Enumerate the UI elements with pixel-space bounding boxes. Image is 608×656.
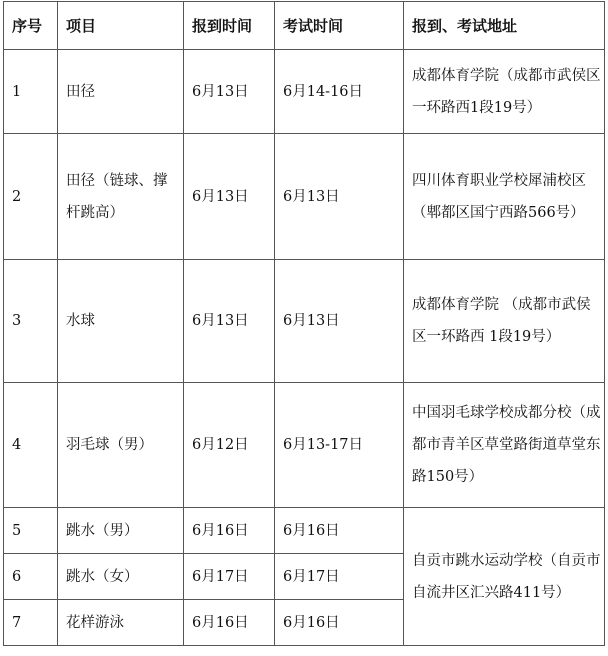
table-row [4,383,605,508]
cell-item: 跳水（男） [58,508,184,554]
table-row [4,134,605,260]
table-row [4,50,605,134]
cell-address: 成都体育学院 （成都市武侯区一环路西 1段19号） [404,260,605,383]
cell-no: 1 [4,50,58,134]
cell-item: 花样游泳 [58,600,184,646]
header-exam-time: 考试时间 [275,2,404,50]
cell-item: 跳水（女） [58,554,184,600]
cell-no: 2 [4,134,58,260]
cell-exam-time: 6月13日 [275,134,404,260]
table-row [4,508,605,554]
cell-no: 5 [4,508,58,554]
cell-no: 6 [4,554,58,600]
cell-report-time: 6月16日 [184,508,275,554]
exam-schedule-table [3,1,605,646]
cell-item: 水球 [58,260,184,383]
cell-exam-time: 6月14-16日 [275,50,404,134]
cell-exam-time: 6月17日 [275,554,404,600]
cell-address: 四川体育职业学校犀浦校区（郫都区国宁西路566号） [404,134,605,260]
header-item: 项目 [58,2,184,50]
cell-exam-time: 6月13-17日 [275,383,404,508]
cell-address: 自贡市跳水运动学校（自贡市自流井区汇兴路411号） [404,508,605,646]
header-address: 报到、考试地址 [404,2,605,50]
cell-item: 田径 [58,50,184,134]
cell-item: 羽毛球（男） [58,383,184,508]
cell-report-time: 6月17日 [184,554,275,600]
header-row [4,2,605,50]
cell-exam-time: 6月16日 [275,508,404,554]
cell-item: 田径（链球、撑杆跳高） [58,134,184,260]
cell-no: 4 [4,383,58,508]
header-no: 序号 [4,2,58,50]
cell-exam-time: 6月13日 [275,260,404,383]
cell-report-time: 6月13日 [184,50,275,134]
table-row [4,260,605,383]
cell-address: 中国羽毛球学校成都分校（成都市青羊区草堂路街道草堂东路150号） [404,383,605,508]
cell-no: 7 [4,600,58,646]
cell-exam-time: 6月16日 [275,600,404,646]
cell-report-time: 6月12日 [184,383,275,508]
cell-address: 成都体育学院（成都市武侯区一环路西1段19号） [404,50,605,134]
cell-report-time: 6月13日 [184,134,275,260]
cell-report-time: 6月13日 [184,260,275,383]
cell-report-time: 6月16日 [184,600,275,646]
cell-no: 3 [4,260,58,383]
header-report-time: 报到时间 [184,2,275,50]
